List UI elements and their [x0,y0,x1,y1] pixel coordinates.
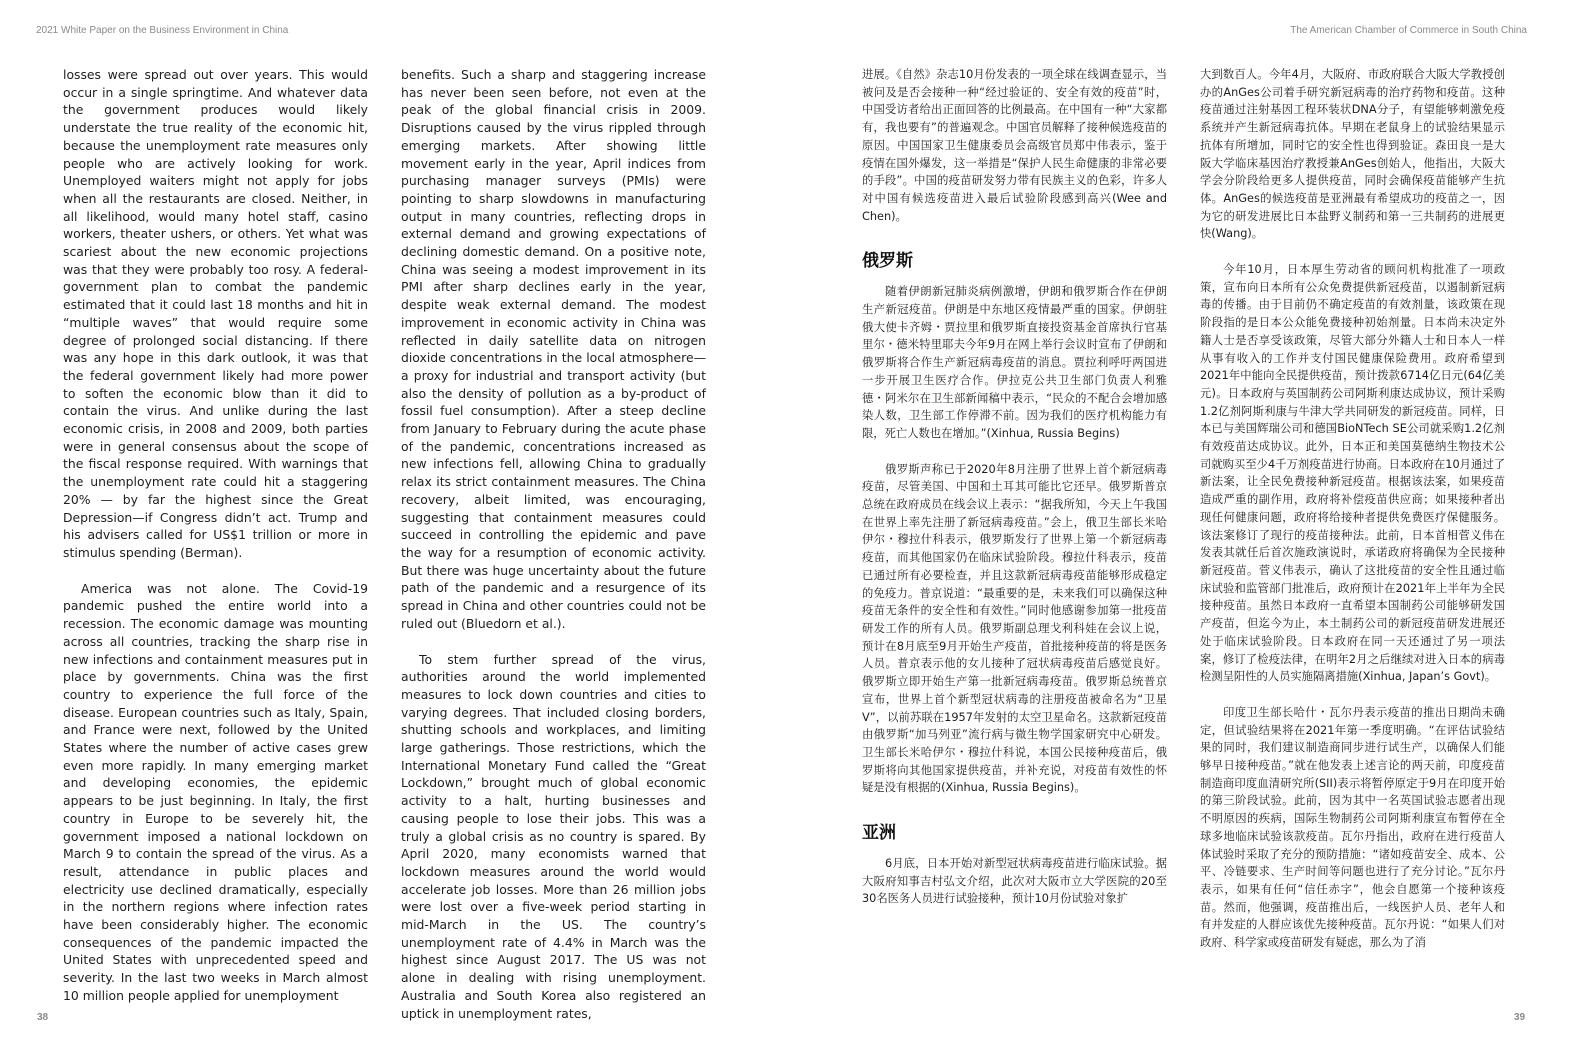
paragraph: 今年10月，日本厚生劳动省的顾问机构批准了一项政策，宣布向日本所有公众免费提供新冠疫苗，以遏制新冠病毒的传播。由于目前仍不确定疫苗的有效剂量，该政策在现阶段指的是日本公众能免费接种初始剂量。日本尚未决定外籍人士是否享受该政策，尽管大部分外籍人士和日本人一样从事有收入的工作并支付国民健康保险费用。政府希望到2021年中能向全民提供疫苗，预计拨款6714亿日元(64亿美元)。日本政府与英国制药公司阿斯利康达成协议，预计采购1.2亿剂阿斯利康与牛津大学共同研发的新冠疫苗。同样，日本已与美国辉瑞公司和德国BioNTech SE公司就采购1.2亿剂有效疫苗达成协议。此外，日本正和美国莫德纳生物技术公司就购买至少4千万剂疫苗进行协商。日本政府在10月通过了新法案，让全民免费接种新冠疫苗。根据该法案，如果疫苗造成严重的副作用，政府将补偿疫苗供应商；如果接种者出现任何健康问题，政府将给接种者提供免费医疗保健服务。该法案修订了现行的疫苗接种法。此前，日本首相菅义伟在发表其就任后首次施政演说时，承诺政府将确保为全民接种新冠疫苗。菅义伟表示，确认了这批疫苗的安全性且通过临床试验和监管部门批准后，政府预计在2021年上半年为全民接种疫苗。虽然日本政府一直希望本国制药公司能够研发国产疫苗，但迄今为止，本土制药公司的新冠疫苗研发进展还处于临床试验阶段。日本政府在同一天还通过了另一项法案，修订了检疫法律，在明年2月之后继续对进入日本的病毒检测呈阳性的人员实施隔离措施(Xinhua, Japan’s Govt)。 [1200,263,1505,684]
paragraph: To stem further spread of the virus, authorities around the world implemented measures to lock down countries and cities to varying degrees. That included closing borders, shutting schools and workplaces, and limiting large gatherings. Those restrictions, which the International Monetary Fund called the “Great Lockdown,” brought much of global economic activity to a halt, hurting businesses and causing people to lose their jobs. This was a truly a global crisis as no country is spared. By April 2020, many economists warned that lockdown measures around the world would accelerate job losses. More than 26 million jobs were lost over a five-week period starting in mid-March in the US. The country’s unemployment rate of 4.4% in March was the highest since August 2017. The US was not alone in dealing with rising unemployment. Australia and South Korea also registered an uptick in unemployment rates, [401,651,706,1021]
section-heading-asia: 亚洲 [862,823,896,844]
page-number-right: 39 [1514,1012,1526,1023]
paragraph: benefits. Such a sharp and staggering increase has never been seen before, not even at the peak of the global financial crisis in 2009. Disruptions caused by the virus rippled through emerging markets. After showing little movement early in the year, April indices from purchasing manager surveys (PMIs) were pointing to sharp slowdowns in manufacturing output in many countries, reflecting drops in external demand and growing expectations of declining domestic demand. On a positive note, China was seeing a modest improvement in its PMI after sharp declines early in the year, despite weak external demand. The modest improvement in economic activity in China was reflected in daily satellite data on nitrogen dioxide concentrations in the local atmosphere—a proxy for industrial and transport activity (but also the density of pollution as a by-product of fossil fuel consumption). After a steep decline from January to February during the acute phase of the pandemic, concentrations increased as new infections fell, allowing China to gradually relax its strict containment measures. The China recovery, albeit limited, was encouraging, suggesting that containment measures could succeed in controlling the epidemic and pave the way for a resumption of economic activity. But there was huge uncertainty about the future path of the pandemic and a resurgence of its spread in China and other countries could not be ruled out (Bluedorn et al.). [401,67,706,631]
running-head-left: 2021 White Paper on the Business Environment in China [36,25,289,36]
paragraph: 进展。《自然》杂志10月份发表的一项全球在线调查显示，当被问及是否会接种一种“经过验证的、安全有效的疫苗”时，中国受访者给出正面回答的比例最高。在中国有一种“大家都有，我也要有”的普遍观念。中国官员解释了接种候选疫苗的原因。中国国家卫生健康委员会高级官员郑中伟表示，鉴于疫情在国外爆发，这一举措是“保护人民生命健康的非常必要的手段”。中国的疫苗研发努力带有民族主义的色彩，许多人对中国有候选疫苗进入最后试验阶段感到高兴(Wee and Chen)。 [862,68,1167,223]
paragraph: 随着伊朗新冠肺炎病例激增，伊朗和俄罗斯合作在伊朗生产新冠疫苗。伊朗是中东地区疫情最严重的国家。伊朗驻俄大使卡齐姆・贾拉里和俄罗斯直接投资基金首席执行官基里尔・德米特里耶夫今年9月在网上举行会议时宣布了伊朗和俄罗斯将合作生产新冠病毒疫苗的消息。贾拉利呼吁两国进一步开展卫生医疗合作。伊拉克公共卫生部门负责人利雅德・阿米尔在卫生部新闻稿中表示，“民众的不配合会增加感染人数，卫生部工作停滞不前。因为我们的医疗机构能力有限，死亡人数也在增加。”(Xinhua, Russia Begins) [862,285,1167,440]
column-2 [401,66,706,1021]
running-head-right: The American Chamber of Commerce in South China [1290,25,1527,36]
paragraph: 印度卫生部长哈什・瓦尔丹表示疫苗的推出日期尚未确定，但试验结果将在2021年第一季度明确。“在评估试验结果的同时，我们建议制造商同步进行试生产，以确保人们能够早日接种疫苗。”就在他发表上述言论的两天前，印度疫苗制造商印度血清研究所(SII)表示将暂停原定于9月在印度开始的第三阶段试验。此前，因为其中一名英国试验志愿者出现不明原因的疾病，国际生物制药公司阿斯利康宣布暂停在全球多地临床试验该款疫苗。瓦尔丹指出，政府在进行疫苗人体试验时采取了充分的预防措施：“诸如疫苗安全、成本、公平、冷链要求、生产时间等问题也进行了充分讨论。”瓦尔丹表示，如果有任何“信任赤字”，他会自愿第一个接种该疫苗。然而，他强调，疫苗推出后，一线医护人员、老年人和有并发症的人群应该优先接种疫苗。瓦尔丹说：“如果人们对政府、科学家或疫苗研发有疑虑，那么为了消 [1200,705,1505,950]
column-3 [862,66,1167,986]
column-1 [63,66,368,1003]
paragraph: 俄罗斯声称已于2020年8月注册了世界上首个新冠病毒疫苗，尽管美国、中国和土耳其可能比它还早。俄罗斯普京总统在政府成员在线会议上表示：“据我所知，今天上午我国在世界上率先注册了新冠病毒疫苗。”会上，俄卫生部长米哈伊尔・穆拉什科表示，俄罗斯发行了世界上第一个新冠病毒疫苗，而其他国家仍在临床试验阶段。穆拉什科表示，疫苗已通过所有必要检查，并且这款新冠病毒疫苗能够形成稳定的免疫力。普京说道：“最重要的是，未来我们可以确保这种疫苗无条件的安全性和有效性。”同时他感谢参加第一批疫苗研发工作的所有人员。俄罗斯副总理戈利科娃在会议上说，预计在8月底至9月开始生产疫苗，首批接种疫苗的将是医务人员。普京表示他的女儿接种了冠状病毒疫苗后感觉良好。俄罗斯立即开始生产第一批新冠病毒疫苗。俄罗斯总统普京宣布，世界上首个新型冠状病毒的注册疫苗被命名为“卫星V”，以前苏联在1957年发射的太空卫星命名。这款新冠疫苗由俄罗斯“加马列亚”流行病与微生物学国家研究中心研发。卫生部长米哈伊尔・穆拉什科说，本国公民接种疫苗后，俄罗斯将向其他国家提供疫苗，并补充说，对疫苗有效性的怀疑是没有根据的(Xinhua, Russia Begins)。 [862,462,1167,795]
paragraph: 6月底，日本开始对新型冠状病毒疫苗进行临床试验。据大阪府知事吉村弘文介绍，此次对大阪市立大学医院的20至30名医务人员进行试验接种，预计10月份试验对象扩 [862,857,1167,906]
section-heading-russia: 俄罗斯 [862,251,913,272]
page-number-left: 38 [37,1012,49,1023]
paragraph: 大到数百人。今年4月，大阪府、市政府联合大阪大学教授创办的AnGes公司着手研究新冠病毒的治疗药物和疫苗。这种疫苗通过注射基因工程环装状DNA分子，有望能够刺激免疫系统并产生新冠病毒抗体。早期在老鼠身上的试验结果显示抗体有所增加，同时它的安全性也得到验证。森田良一是大阪大学临床基因治疗教授兼AnGes创始人，他指出，大阪大学会分阶段给更多人提供疫苗，同时会确保疫苗能够产生抗体。AnGes的候选疫苗是亚洲最有希望成功的疫苗之一，因为它的研发进展比日本盐野义制药和第一三共制药的进展更快(Wang)。 [1200,68,1505,241]
column-4 [1200,66,1505,986]
paragraph: losses were spread out over years. This would occur in a single springtime. And whatever data the government produces would likely understate the true reality of the economic hit, because the unemployment rate measures only people who are actively looking for work. Unemployed waiters might not apply for jobs when all the restaurants are closed. Neither, in all likelihood, would many hotel staff, casino workers, theater ushers, or others. Yet what was scariest about the new economic projections was that they were probably too rosy. A federal-government plan to combat the pandemic estimated that it could last 18 months and hit in “multiple waves” that would require some degree of prolonged social distancing. If there was any hope in this dark outlook, it was that the federal government likely had more power to soften the economic blow than it did to contain the virus. And unlike during the last economic crisis, in 2008 and 2009, both parties were in general consensus about the scope of the fiscal response required. With warnings that the unemployment rate could hit a staggering 20% — by far the highest since the Great Depression—if Congress didn’t act. Trump and his advisers called for US$1 trillion or more in stimulus spending (Berman). [63,67,368,560]
paragraph: America was not alone. The Covid-19 pandemic pushed the entire world into a recession. The economic damage was mounting across all countries, tracking the sharp rise in new infections and containment measures put in place by governments. China was the first country to experience the full force of the disease. European countries such as Italy, Spain, and France were next, followed by the United States where the number of active cases grew even more rapidly. In many emerging market and developing economies, the epidemic appears to be just beginning. In Italy, the first country in Europe to be severely hit, the government imposed a national lockdown on March 9 to contain the spread of the virus. As a result, attendance in public places and electricity use declined dramatically, especially in the northern regions where infection rates have been considerably higher. The economic consequences of the pandemic impacted the United States with unprecedented speed and severity. In the last two weeks in March almost 10 million people applied for unemployment [63,580,368,1003]
